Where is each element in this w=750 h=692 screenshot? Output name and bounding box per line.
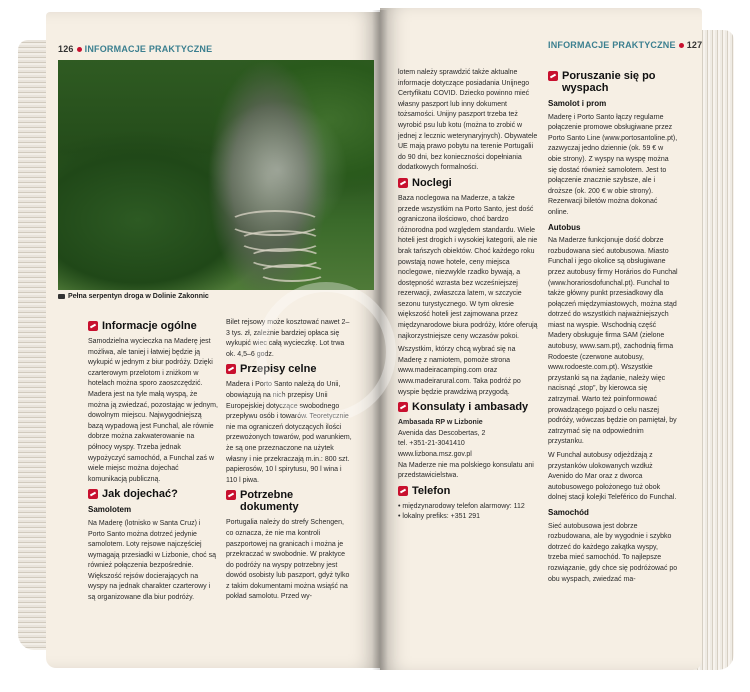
- valley-photo: [58, 60, 374, 290]
- heading-getting-around: Poruszanie się po wyspach: [562, 70, 656, 94]
- section-arrow-icon: [88, 321, 98, 331]
- paragraph: Bilet rejsowy może kosztować nawet 2–3 tys. zł, zależnie bardziej opłaca się wykupić wiec całą wycieczkę. Lot trwa ok. 4,5–6 godz.: [226, 319, 350, 358]
- section-heading: [226, 489, 352, 513]
- section-arrow-icon: [398, 178, 408, 188]
- paragraph: Na Maderze nie ma polskiego konsulatu ani przedstawicielstwa.: [398, 461, 534, 480]
- paragraph: Portugalia należy do strefy Schengen, co oznacza, że nie ma kontroli paszportowej na granicach i można je przekraczać w swobodnie. W praktyce do podróży na wyspy potrzebny jest dowód osobisty lub paszport, gdyż tylko z takim dokumentami można wsiąść na pokład samolotu. Przed wy-: [226, 519, 350, 601]
- heading-phone: Telefon: [412, 484, 451, 497]
- section-arrow-icon: [226, 364, 236, 374]
- section-arrow-icon: [398, 486, 408, 496]
- right-page-number: 127: [686, 40, 703, 50]
- embassy-phone: tel. +351-21-3041410: [398, 440, 465, 448]
- photo-caption: [58, 293, 209, 300]
- section-heading: [88, 488, 218, 500]
- subheading-car: Samochód: [548, 507, 589, 517]
- section-heading: [398, 485, 538, 497]
- paragraph: Baza noclegowa na Maderze, a także przede wszystkim na Porto Santo, jest dość ograniczona ilościowo, choć bardzo różnorodna pod względem standardu. Wiele hoteli jest drogich i wysokiej kategorii, ale nie brak tańszych obiektów. Choć każdego roku powstają nowe hotele, ceny miejsca noclegowe, niezwykle rzadko bywają, a dostępność wzrasta bez wcześniejszej rezerwacji, zwłaszcza latem, w szczycie sezonu turystycznego. W tym okresie większość hoteli jest zajmowana przez międzynarodowe biura podróży, które oferują najkorzystniejsze ceny wczasów pokoi.: [398, 194, 538, 340]
- phone-emergency: • międzynarodowy telefon alarmowy: 112: [398, 502, 525, 510]
- left-header-title: INFORMACJE PRAKTYCZNE: [84, 44, 213, 54]
- section-heading: [548, 70, 678, 94]
- section-heading: [398, 177, 538, 189]
- paragraph: Madera i Porto Santo należą do Unii, obowiązują na nich przepisy Unii Europejskiej dotyczące swobodnego przepływu osób i towarów. Teoretycznie nie ma ograniczeń dotyczących ilości przewożonych towarów, pod warunkiem, że są one przeznaczone na użytek własny i nie przekraczają m.in.: 800 szt. papierosów, 10 l spirytusu, 90 l wina i 110 l piwa.: [226, 381, 352, 484]
- camera-icon: [58, 294, 65, 299]
- paragraph: Samodzielna wycieczka na Maderę jest możliwa, ale taniej i łatwiej będzie ją wykupić w jednym z biur podróży. Dzięki czarterowym przelotom i zniżkom w hotelach można sporo zaoszczędzić. Madera jest na tyle małą wyspą, że można ją zwiedzać, pozostając w jednym, dowolnym miejscu. Najwygodniejszą bazą wypadową jest Funchal, ale równie dobrze można zakwaterowanie na północy wyspy. Trzeba jednak wypożyczyć samochód, a Funchal zaś w wiele miejsc można dojechać komunikacją publiczną.: [88, 338, 218, 483]
- heading-general-info: Informacje ogólne: [102, 320, 197, 332]
- section-heading: [398, 401, 538, 413]
- subheading-plane: Samolotem: [88, 505, 132, 515]
- heading-consulates: Konsulaty i ambasady: [412, 401, 529, 414]
- left-page-number: 126: [58, 44, 74, 54]
- subheading-ferry: Samolot i prom: [548, 99, 607, 108]
- right-column-2: [548, 68, 678, 588]
- header-dot-icon: [679, 43, 684, 48]
- left-running-header: [58, 44, 212, 54]
- left-column-1: [88, 318, 218, 607]
- section-arrow-icon: [88, 489, 98, 499]
- paragraph: Wszystkim, którzy chcą wybrać się na Maderę z namiotem, pomoże strona www.madeiracamping.com oraz www.madeirarural.com. Taka podróż po wyspie będzie prawdziwą przygodą.: [398, 346, 521, 396]
- right-header-title: INFORMACJE PRAKTYCZNE: [548, 40, 676, 50]
- paragraph: W Funchal autobusy odjeżdżają z przystanków ulokowanych wzdłuż Avenido do Mar oraz z dworca autobusowego położonego tuż obok dolnej stacji kolejki Teleférico do Funchal.: [548, 452, 677, 502]
- embassy-address: Avenida das Descobertas, 2: [398, 429, 486, 437]
- photo-road: [258, 264, 326, 282]
- section-arrow-icon: [398, 402, 408, 412]
- heading-how-to-get: Jak dojechać?: [102, 488, 178, 501]
- phone-prefix: • lokalny prefiks: +351 291: [398, 513, 481, 521]
- embassy-website: www.lizbona.msz.gov.pl: [398, 451, 472, 458]
- heading-documents: Potrzebne dokumenty: [240, 489, 299, 514]
- heading-lodging: Noclegi: [412, 176, 452, 189]
- heading-customs: Przepisy celne: [240, 363, 317, 376]
- right-running-header: [548, 40, 702, 50]
- section-arrow-icon: [226, 490, 236, 500]
- paragraph: Na Maderę (lotnisko w Santa Cruz) i Porto Santo można dotrzeć jedynie samolotem. Loty rejsowe najczęściej wymagają przesiadki w Lizbonie, choć są również połączenia bezpośrednie. Większość rejsów docierających na wyspy na jednak charakter czarterowy i są organizowane dla biur podróży.: [88, 519, 217, 602]
- watermark-seal: [256, 282, 396, 422]
- photo-caption-text: Pełna serpentyn droga w Dolinie Zakonnic: [68, 293, 209, 300]
- paragraph: Maderę i Porto Santo łączy regularne połączenie promowe obsługiwane przez Porto Santo Line (www.portosantoline.pt), zazwyczaj jedno dziennie (ok. 59 € w obie strony). Z wyspy na wyspę można się dostać również samolotem. Jest to połączenie znacznie szybsze, ale i droższe (ok. 200 € w obie strony). Rezerwacji biletów można dokonać online.: [548, 113, 678, 216]
- paragraph: Sieć autobusowa jest dobrze rozbudowana, ale by wygodnie i szybko dotrzeć do każdego zakątka wyspy, trzeba mieć samochód. To najlepsze rozwiązanie, gdy chce się podróżować po obu wyspach, zwiedzać ma-: [548, 522, 678, 583]
- subheading-bus: Autobus: [548, 222, 581, 232]
- section-heading: [88, 320, 218, 332]
- section-arrow-icon: [548, 71, 558, 81]
- embassy-name: Ambasada RP w Lizbonie: [398, 419, 483, 427]
- paragraph: Na Maderze funkcjonuje dość dobrze rozbudowana sieć autobusowa. Miasto Funchal i jego okolice są obsługiwane przez autobusy firmy Horários do Funchal (www.horariosdofunchal.pt). Funchal to także główny punkt przesiadkowy dla połączeń międzymiastowych, można stąd dotrzeć do wszystkich najważniejszych miast na wyspie. Wschodnią część Madery obsługuje firma SAM (zielone autobusy, www.sam.pt), zachodnią firma Rodoeste (czerwone autobusy, www.rodoeste.com.pt). Wszystkie przystanki są na żądanie, należy więc nacisnąć „stop”, by kierowca się zatrzymał. Warto też poinformować prowadzącego pojazd o celu naszej podróży, wówczas będzie on pamiętał, by zatrzymać się na odpowiednim przystanku.: [548, 237, 678, 446]
- paragraph: lotem należy sprawdzić także aktualne informacje dotyczące posiadania Unijnego Certyfikatu COVID. Dziecko powinno mieć własny paszport lub inny dokument tożsamości. Unijny paszport trzeba też wyrobić psu lub kotu (można to zrobić w jednej z lecznic weterynaryjnych). Obywatele UE mają prawo pobytu na terenie Portugalii do 90 dni, bez konieczności dopełniania dodatkowych formalności.: [398, 69, 538, 172]
- header-dot-icon: [77, 47, 82, 52]
- right-column-1: [398, 68, 538, 523]
